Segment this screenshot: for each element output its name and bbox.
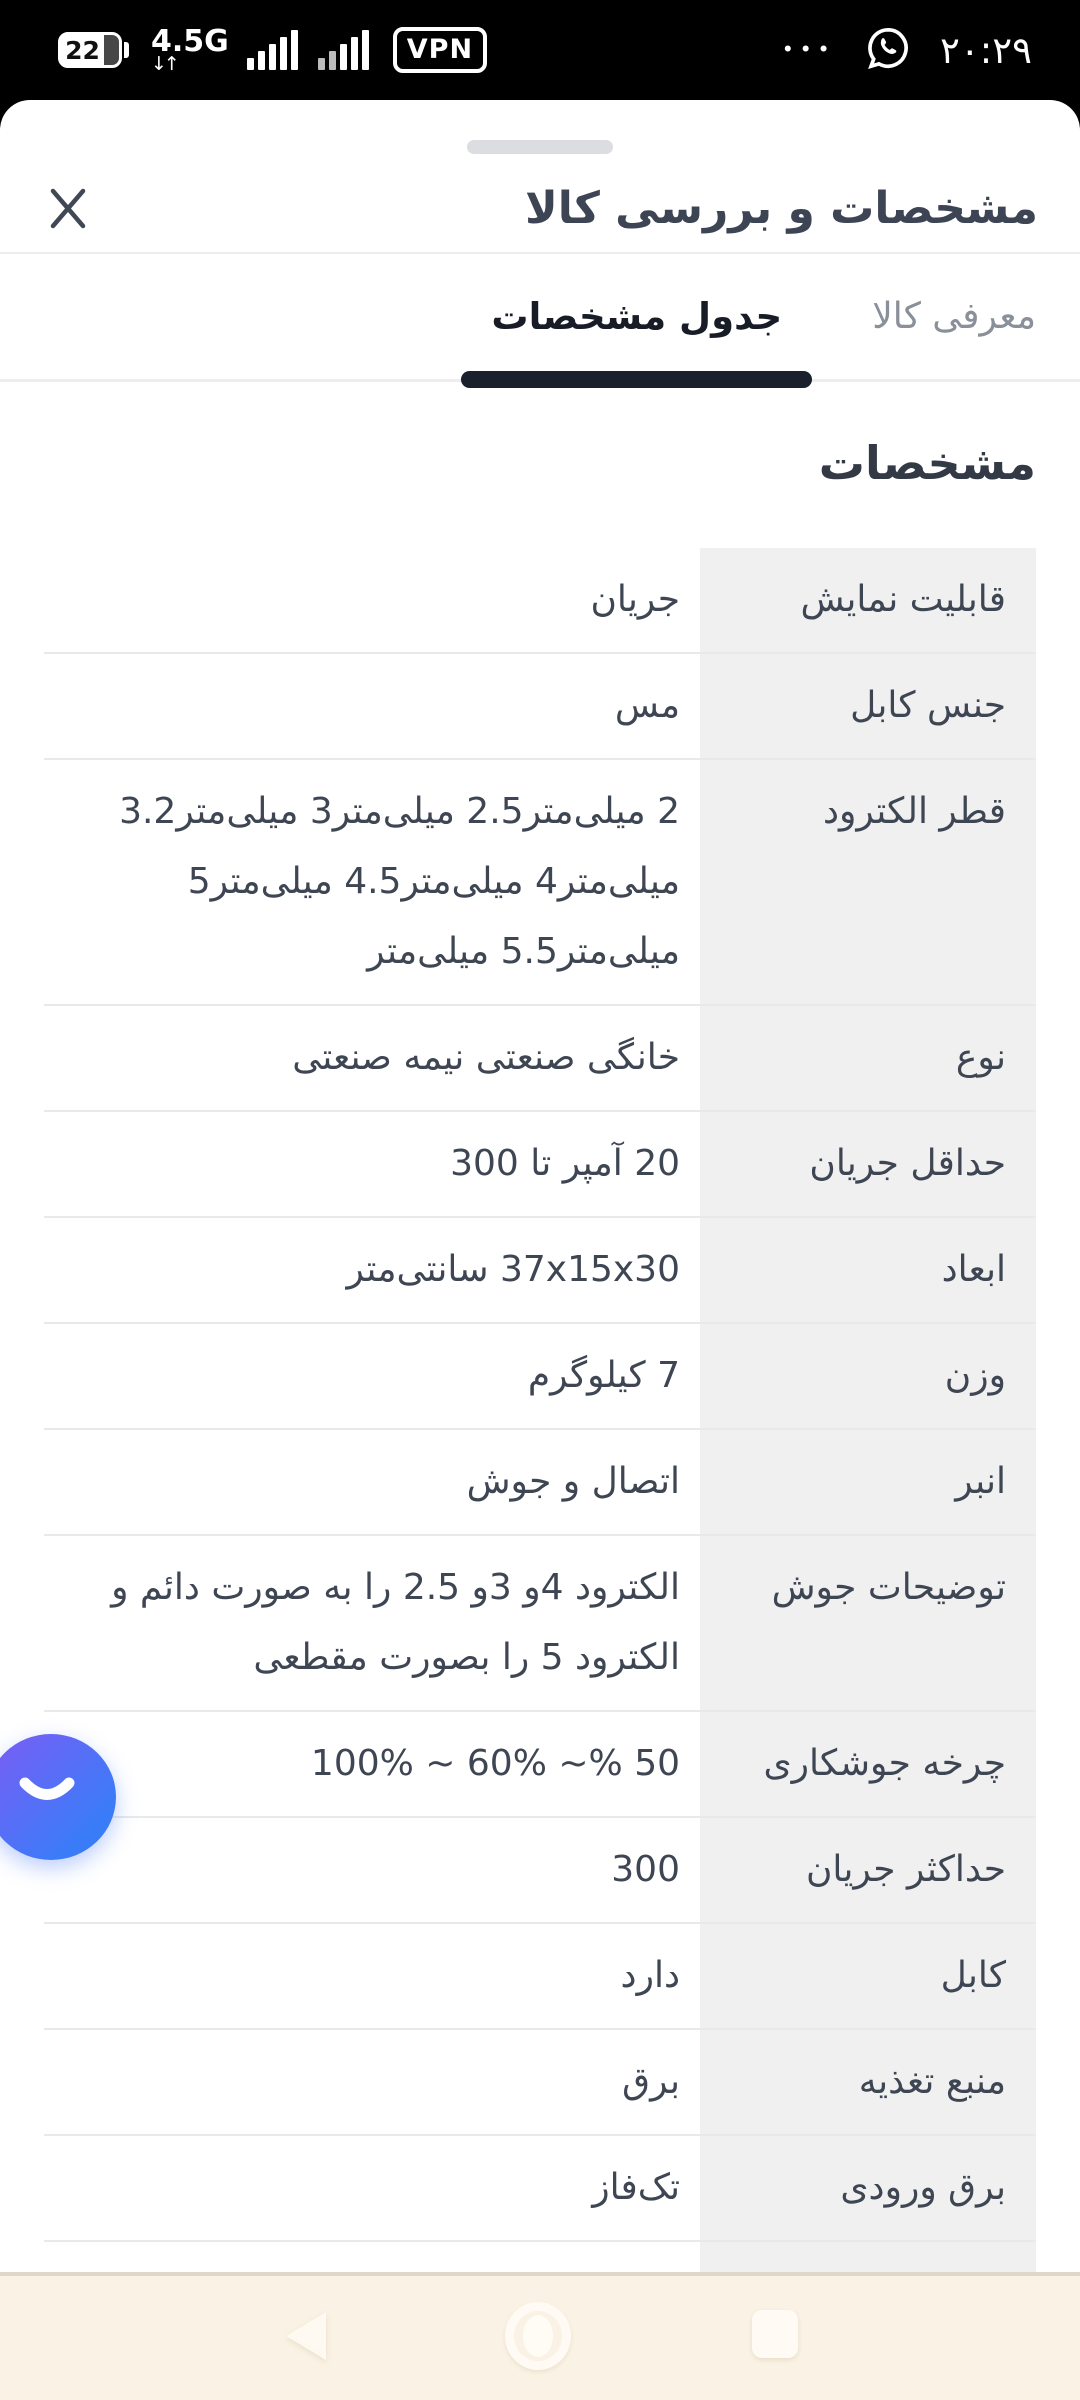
spec-value: برق xyxy=(622,2061,680,2102)
spec-table xyxy=(44,548,1036,2346)
spec-label: چرخه جوشکاری xyxy=(700,1712,1036,1816)
spec-value: اتصال و جوش xyxy=(466,1461,680,1502)
spec-value: 2 میلی‌متر2.5 میلی‌متر3 میلی‌متر3.2 میلی‌متر4 میلی‌متر4.5 میلی‌متر5 میلی‌متر5.5 میلی‌متر xyxy=(119,791,680,972)
tab-spec-table[interactable]: جدول مشخصات xyxy=(487,254,786,379)
sheet-header xyxy=(0,154,1080,254)
table-row xyxy=(44,1112,1036,1218)
spec-label: جنس کابل xyxy=(700,654,1036,758)
section-title: مشخصات xyxy=(818,436,1036,490)
product-specs-sheet xyxy=(0,100,1080,2400)
table-row xyxy=(44,1324,1036,1430)
status-bar xyxy=(0,0,1080,100)
more-dots-icon: ••• xyxy=(782,40,837,60)
spec-label: برق ورودی xyxy=(700,2136,1036,2240)
sheet-drag-handle[interactable] xyxy=(467,140,613,154)
spec-value: خانگی صنعتی نیمه صنعتی xyxy=(292,1037,680,1078)
table-row xyxy=(44,1818,1036,1924)
spec-label: وزن xyxy=(700,1324,1036,1428)
spec-label: کابل xyxy=(700,1924,1036,2028)
spec-value: الکترود 4و 3و 2.5 را به صورت دائم و الکترود 5 را بصورت مقطعی xyxy=(111,1567,680,1678)
sheet-title: مشخصات و بررسی کالا xyxy=(524,182,1038,234)
battery-percent: 22 xyxy=(65,35,100,65)
spec-value: 50 %~ 60% ~ 100% xyxy=(310,1743,680,1784)
nav-home-icon[interactable] xyxy=(505,2302,571,2370)
signal-icon-sim2 xyxy=(318,30,369,70)
clock: ۲۰:۲۹ xyxy=(940,28,1032,72)
table-row xyxy=(44,1924,1036,2030)
spec-value: دارد xyxy=(620,1955,680,1996)
whatsapp-icon xyxy=(862,22,914,78)
table-row xyxy=(44,1006,1036,1112)
table-row xyxy=(44,2136,1036,2242)
network-type: 4.5G ↓↑ xyxy=(151,23,229,75)
nav-back-icon[interactable] xyxy=(286,2312,326,2360)
table-row xyxy=(44,548,1036,654)
table-row xyxy=(44,654,1036,760)
tab-bar xyxy=(0,254,1080,382)
spec-value: مس xyxy=(614,685,680,726)
status-bar-right xyxy=(782,22,1032,78)
battery-icon xyxy=(58,32,129,68)
chat-smile-icon xyxy=(18,1776,76,1808)
spec-value: 7 کیلوگرم xyxy=(527,1355,680,1396)
signal-icon xyxy=(247,30,298,70)
table-row xyxy=(44,1430,1036,1536)
spec-value: 37x15x30 سانتی‌متر xyxy=(346,1249,680,1290)
spec-label: نوع xyxy=(700,1006,1036,1110)
close-icon xyxy=(45,185,91,231)
table-row xyxy=(44,1218,1036,1324)
spec-label: منبع تغذیه xyxy=(700,2030,1036,2134)
tab-product-intro[interactable]: معرفی کالا xyxy=(872,296,1036,337)
vpn-icon: VPN xyxy=(393,27,487,73)
table-row xyxy=(44,1536,1036,1712)
active-tab-underline xyxy=(461,371,812,388)
spec-value: تک‌فاز xyxy=(592,2167,680,2208)
spec-label: قابلیت نمایش xyxy=(700,548,1036,652)
spec-label: ابعاد xyxy=(700,1218,1036,1322)
table-row xyxy=(44,1712,1036,1818)
table-row xyxy=(44,2030,1036,2136)
nav-recents-icon[interactable] xyxy=(752,2310,798,2358)
spec-label: حداقل جریان xyxy=(700,1112,1036,1216)
spec-label: انبر xyxy=(700,1430,1036,1534)
data-arrows-icon: ↓↑ xyxy=(151,52,177,75)
spec-value: 300 xyxy=(611,1849,680,1890)
close-button[interactable] xyxy=(42,182,94,234)
spec-value: 20 آمپر تا 300 xyxy=(450,1143,680,1184)
spec-label: توضیحات جوش xyxy=(700,1536,1036,1710)
status-bar-left xyxy=(58,23,487,75)
spec-value: جریان xyxy=(590,579,680,620)
android-nav-bar xyxy=(0,2272,1080,2400)
spec-label: حداکثر جریان xyxy=(700,1818,1036,1922)
spec-label: قطر الکترود xyxy=(700,760,1036,1004)
table-row xyxy=(44,760,1036,1006)
